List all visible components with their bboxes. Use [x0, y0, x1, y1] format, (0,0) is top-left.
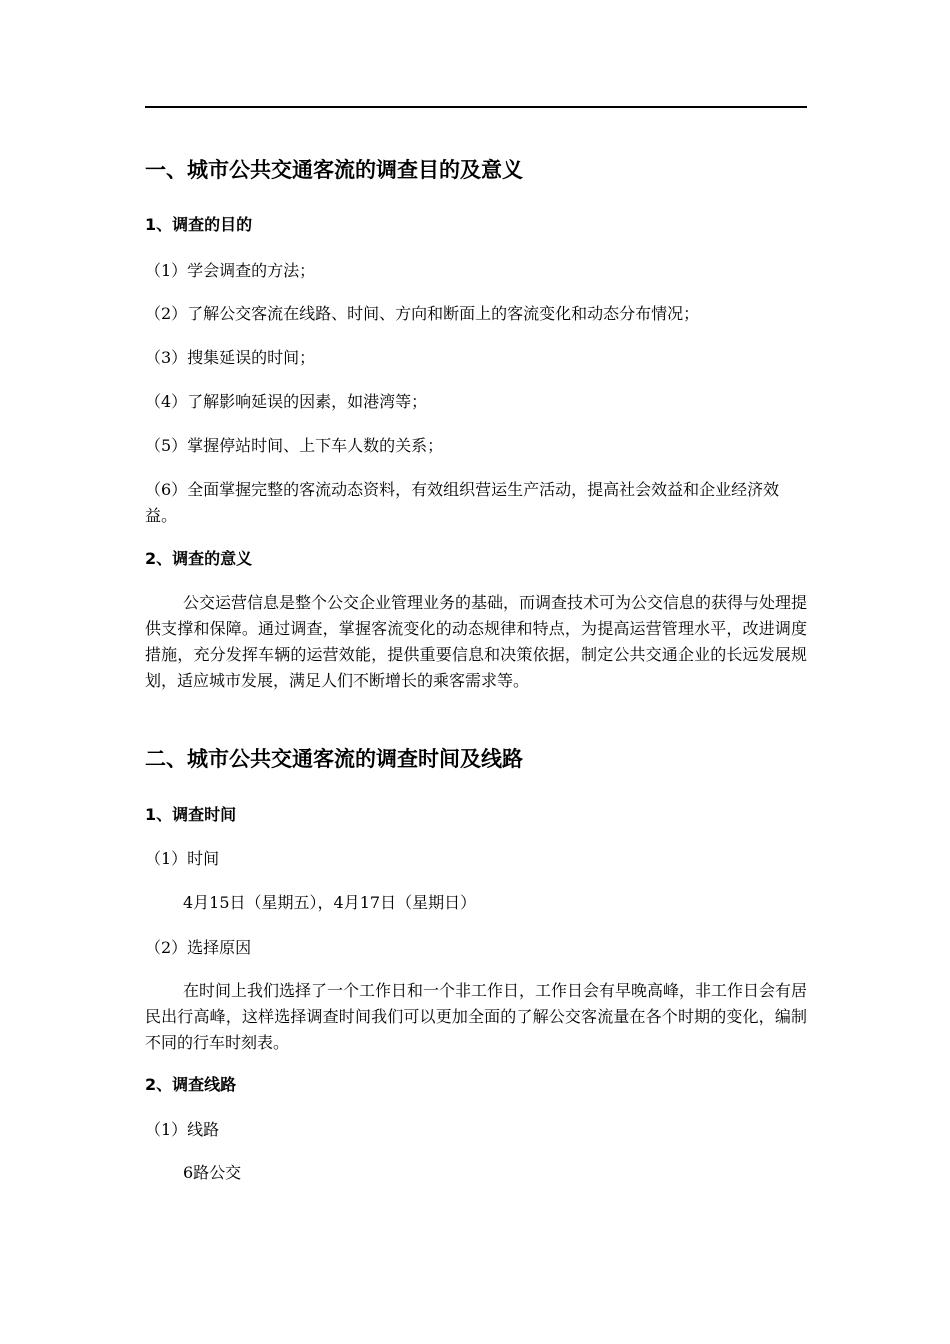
section-1-1-heading: 1、调查的目的: [145, 215, 253, 234]
reason-item: （2）选择原因: [145, 938, 252, 957]
route-name: 6路公交: [183, 1163, 242, 1182]
time-item: （1）时间: [145, 849, 220, 868]
section-1-2-heading: 2、调查的意义: [145, 549, 253, 568]
header-rule: [145, 106, 807, 108]
list-item: （2）了解公交客流在线路、时间、方向和断面上的客流变化和动态分布情况；: [145, 304, 700, 323]
route-item: （1）线路: [145, 1120, 220, 1139]
list-item: （6）全面掌握完整的客流动态资料，有效组织营运生产活动，提高社会效益和企业经济效益。: [145, 480, 780, 525]
reason-paragraph: 在时间上我们选择了一个工作日和一个非工作日，工作日会有早晚高峰，非工作日会有居民出行高峰，这样选择调查时间我们可以更加全面的了解公交客流量在各个时期的变化，编制不同的行车时刻表。: [145, 981, 808, 1052]
meaning-paragraph: 公交运营信息是整个公交企业管理业务的基础，而调查技术可为公交信息的获得与处理提供支撑和保障。通过调查，掌握客流变化的动态规律和特点，为提高运营管理水平，改进调度措施，充分发挥车辆的运营效能，提供重要信息和决策依据，制定公共交通企业的长远发展规划，适应城市发展，满足人们不断增长的乘客需求等。: [145, 593, 808, 690]
section-2-2-heading: 2、调查线路: [145, 1075, 237, 1094]
section-1-heading: 一、城市公共交通客流的调查目的及意义: [145, 158, 523, 182]
list-item: （4）了解影响延误的因素，如港湾等；: [145, 392, 428, 411]
list-item: （1）学会调查的方法；: [145, 261, 316, 280]
survey-dates: 4月15日（星期五），4月17日（星期日）: [183, 893, 477, 912]
list-item: （5）掌握停站时间、上下车人数的关系；: [145, 436, 444, 455]
section-2-heading: 二、城市公共交通客流的调查时间及线路: [145, 747, 523, 771]
list-item: （3）搜集延误的时间；: [145, 348, 316, 367]
section-2-1-heading: 1、调查时间: [145, 805, 237, 824]
